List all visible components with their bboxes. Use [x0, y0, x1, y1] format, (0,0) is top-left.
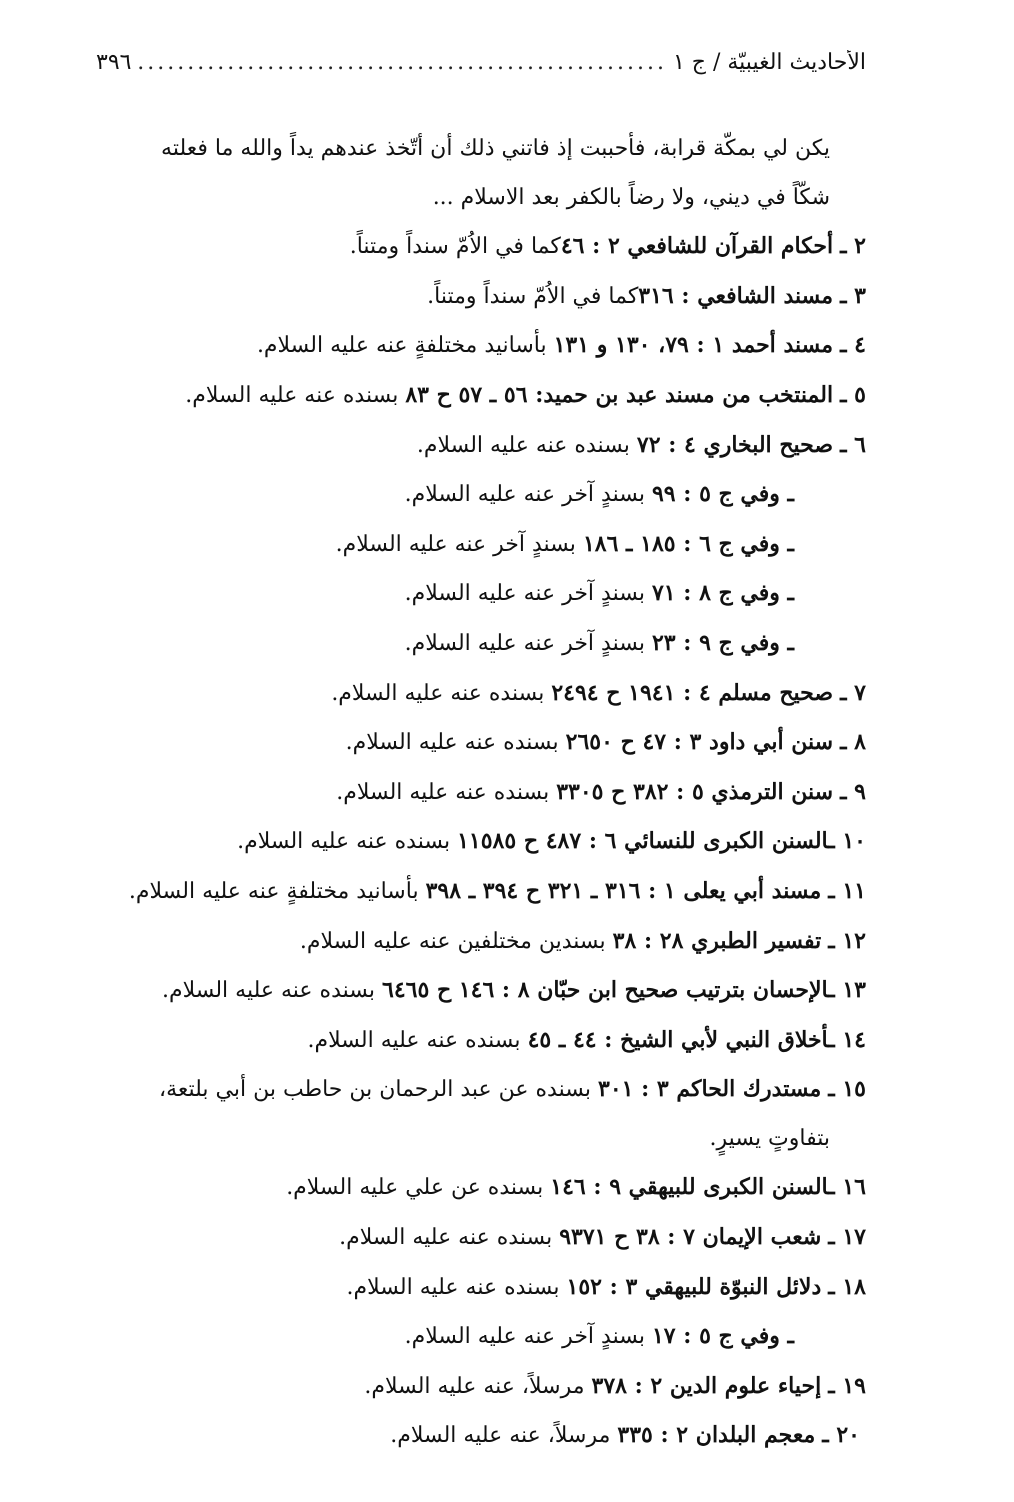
entry-source: أخلاق النبي لأبي الشيخ : ٤٤ ـ ٤٥ [527, 1026, 829, 1053]
source-entry [92, 272, 866, 322]
entry-number: ١١ ـ [828, 877, 866, 904]
entry-source: معجم البلدان ٢ : ٣٣٥ [617, 1422, 816, 1449]
entry-note: بسنده عنه عليه السلام. [339, 1225, 553, 1251]
entry-source: المنتخب من مسند عبد بن حميد: ٥٦ ـ ٥٧ ح ٨٣ [405, 381, 834, 408]
entry-number: ٨ ـ [840, 729, 866, 756]
sub-entry-ref: ـ وفي ج ٦ : ١٨٥ ـ ١٨٦ [582, 530, 794, 557]
entry-note: بسنده عنه عليه السلام. [185, 382, 399, 408]
entry-number: ١٥ ـ [828, 1076, 866, 1103]
entry-continuation: بتفاوتٍ يسيرٍ. [709, 1125, 830, 1151]
entry-note: بسنده عنه عليه السلام. [237, 829, 451, 855]
entry-number: ١٨ ـ [828, 1273, 866, 1300]
source-entry [92, 917, 866, 967]
sub-entry [92, 569, 866, 619]
entry-note: بسنده عنه عليه السلام. [161, 978, 376, 1004]
entry-source: مسند أحمد ١ : ٧٩، ١٣٠ و ١٣١ [553, 332, 834, 359]
entry-number: ١٤ ـ [828, 1026, 866, 1053]
entry-source: السنن الكبرى للنسائي ٦ : ٤٨٧ ح ١١٥٨٥ [457, 828, 829, 855]
sub-entry-note: بسندٍ آخر عنه عليه السلام. [404, 1324, 645, 1350]
source-entry [92, 817, 866, 867]
page-number: ٣٩٦ [96, 50, 132, 75]
source-entry [92, 1362, 866, 1412]
source-entry [92, 1163, 866, 1213]
entry-source: السنن الكبرى للبيهقي ٩ : ١٤٦ [550, 1174, 829, 1201]
source-entry [92, 867, 866, 917]
source-entry [92, 669, 866, 719]
sub-entry [92, 1312, 866, 1362]
entry-note: بسنده عن عبد الرحمان بن حاطب بن أبي بلتعة، [158, 1077, 591, 1103]
entry-note: بأسانيد مختلفةٍ عنه عليه السلام. [256, 333, 547, 359]
source-entry [92, 768, 866, 818]
entry-note: بسنده عن علي عليه السلام. [286, 1175, 544, 1201]
intro-line: يكن لي بمكّة قرابة، فأحببت إذ فاتني ذلك أن أتّخذ عندهم يداً والله ما فعلته [161, 136, 830, 161]
entry-number: ٣ ـ [840, 282, 866, 309]
entry-note: مرسلاً، عنه عليه السلام. [364, 1373, 585, 1399]
entry-note: بسنده عنه عليه السلام. [331, 680, 545, 706]
entry-note: بسنده عنه عليه السلام. [336, 779, 550, 805]
sub-entry-note: بسندٍ آخر عنه عليه السلام. [335, 531, 576, 557]
entry-number: ٧ ـ [840, 679, 866, 706]
entry-source: مسند الشافعي : ٣١٦ [638, 282, 834, 309]
source-entry [92, 1016, 866, 1066]
source-entry [92, 1411, 866, 1461]
intro-line: شكّاً في ديني، ولا رضاً بالكفر بعد الاسلام ... [432, 184, 830, 210]
source-entry [92, 421, 866, 471]
entry-source: دلائل النبوّة للبيهقي ٣ : ١٥٢ [566, 1273, 822, 1300]
entry-source: تفسير الطبري ٢٨ : ٣٨ [612, 927, 822, 954]
header-title: الأحاديث الغيبيّة / ج ١ [672, 50, 866, 75]
source-entry [92, 718, 866, 768]
entry-source: إحياء علوم الدين ٢ : ٣٧٨ [591, 1372, 822, 1399]
entry-note: كما في الاُمّ سنداً ومتناً. [427, 283, 639, 309]
sub-entry-note: بسندٍ آخر عنه عليه السلام. [404, 630, 645, 656]
source-entry [92, 371, 866, 421]
entry-number: ١٠ ـ [828, 828, 866, 855]
entry-source: صحيح البخاري ٤ : ٧٢ [636, 431, 834, 458]
entry-number: ٥ ـ [840, 381, 866, 408]
sub-entry-ref: ـ وفي ج ٩ : ٢٣ [651, 629, 794, 656]
entry-number: ٩ ـ [840, 778, 866, 805]
source-entry [92, 966, 866, 1016]
source-entry [92, 1213, 866, 1263]
entry-note: بسندين مختلفين عنه عليه السلام. [299, 928, 606, 954]
entry-note: بسنده عنه عليه السلام. [345, 730, 559, 756]
running-header [96, 50, 866, 75]
sub-entry-ref: ـ وفي ج ٥ : ١٧ [651, 1323, 794, 1350]
sub-entry [92, 520, 866, 570]
entry-source: أحكام القرآن للشافعي ٢ : ٤٦ [560, 233, 834, 260]
sub-entry-ref: ـ وفي ج ٥ : ٩٩ [651, 481, 794, 508]
source-entry [92, 222, 866, 272]
entry-note: مرسلاً، عنه عليه السلام. [390, 1423, 611, 1449]
entry-source: مستدرك الحاكم ٣ : ٣٠١ [598, 1076, 822, 1103]
entry-source: صحيح مسلم ٤ : ١٩٤١ ح ٢٤٩٤ [551, 679, 834, 706]
entry-number: ١٩ ـ [828, 1372, 866, 1399]
entry-note: كما في الاُمّ سنداً ومتناً. [349, 234, 561, 260]
entry-note: بأسانيد مختلفةٍ عنه عليه السلام. [128, 878, 419, 904]
page-body [92, 125, 866, 1461]
entry-note: بسنده عنه عليه السلام. [307, 1027, 521, 1053]
sub-entry-ref: ـ وفي ج ٨ : ٧١ [651, 580, 794, 607]
sub-entry [92, 470, 866, 520]
entry-number: ٦ ـ [840, 431, 866, 458]
source-entry [92, 321, 866, 371]
entry-number: ٢٠ ـ [822, 1422, 860, 1449]
entry-source: شعب الإيمان ٧ : ٣٨ ح ٩٣٧١ [559, 1224, 822, 1251]
entry-note: بسنده عنه عليه السلام. [346, 1274, 560, 1300]
entry-source: مسند أبي يعلى ١ : ٣١٦ ـ ٣٢١ ح ٣٩٤ ـ ٣٩٨ [425, 877, 822, 904]
entry-number: ٢ ـ [840, 233, 866, 260]
entry-number: ٤ ـ [840, 332, 866, 359]
sub-entry [92, 619, 866, 669]
entry-number: ١٦ ـ [828, 1174, 866, 1201]
entry-note: بسنده عنه عليه السلام. [416, 432, 630, 458]
entry-number: ١٣ ـ [828, 977, 866, 1004]
source-entry [92, 1065, 866, 1115]
entry-source: سنن الترمذي ٥ : ٣٨٢ ح ٣٣٠٥ [556, 778, 834, 805]
source-entry [92, 1263, 866, 1313]
intro-paragraph [92, 125, 866, 222]
entry-number: ١٢ ـ [828, 927, 866, 954]
entry-source: الإحسان بترتيب صحيح ابن حبّان ٨ : ١٤٦ ح ٦٤٦٥ [382, 977, 829, 1004]
entry-source: سنن أبي داود ٣ : ٤٧ ح ٢٦٥٠ [565, 729, 834, 756]
sub-entry-note: بسندٍ آخر عنه عليه السلام. [404, 581, 645, 607]
entry-number: ١٧ ـ [828, 1224, 866, 1251]
header-dot-leader [137, 50, 667, 75]
sub-entry-note: بسندٍ آخر عنه عليه السلام. [404, 482, 645, 508]
